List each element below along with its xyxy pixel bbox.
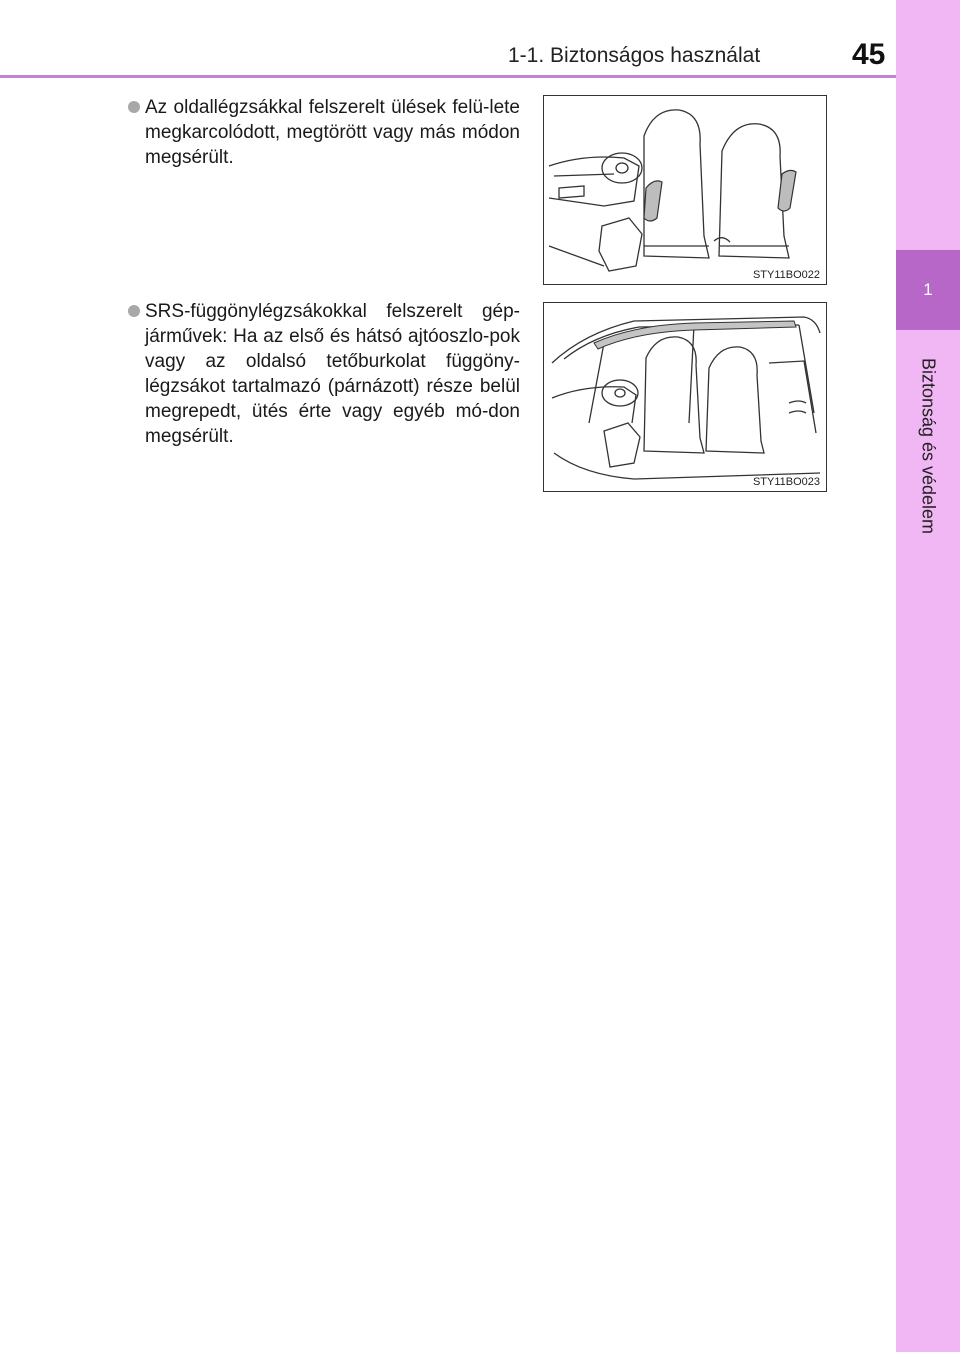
- bullet-dot-icon: [128, 101, 140, 113]
- seat-airbag-illustration: [543, 95, 827, 285]
- side-tab: [896, 0, 960, 1352]
- header-rule: [0, 75, 896, 78]
- chapter-title: Biztonság és védelem: [918, 357, 939, 535]
- bullet-dot-icon: [128, 305, 140, 317]
- item-text: Az oldallégzsákkal felszerelt ülések felü-lete megkarcolódott, megtörött vagy más módon megsérült.: [145, 97, 520, 168]
- list-item: [128, 299, 520, 449]
- section-title: 1-1. Biztonságos használat: [508, 44, 761, 67]
- list-item: [128, 95, 520, 170]
- item-text: SRS-függönylégzsákokkal felszerelt gép-járművek: Ha az első és hátsó ajtóoszlo-pok vagy az oldalsó tetőburkolat függöny-légzsákot tartalmazó (párnázott) része belül megrepedt, ütés érte vagy egyéb mó-don megsérült.: [145, 301, 520, 447]
- chapter-number-box: [896, 250, 960, 330]
- figure-code: STY11BO022: [752, 269, 820, 281]
- chapter-number: 1: [923, 280, 933, 299]
- seat-side-airbag-drawing: [544, 96, 825, 283]
- figure-code: STY11BO023: [752, 476, 820, 488]
- page-number: 45: [852, 38, 886, 71]
- curtain-airbag-drawing: [544, 303, 825, 490]
- curtain-airbag-illustration: [543, 302, 827, 492]
